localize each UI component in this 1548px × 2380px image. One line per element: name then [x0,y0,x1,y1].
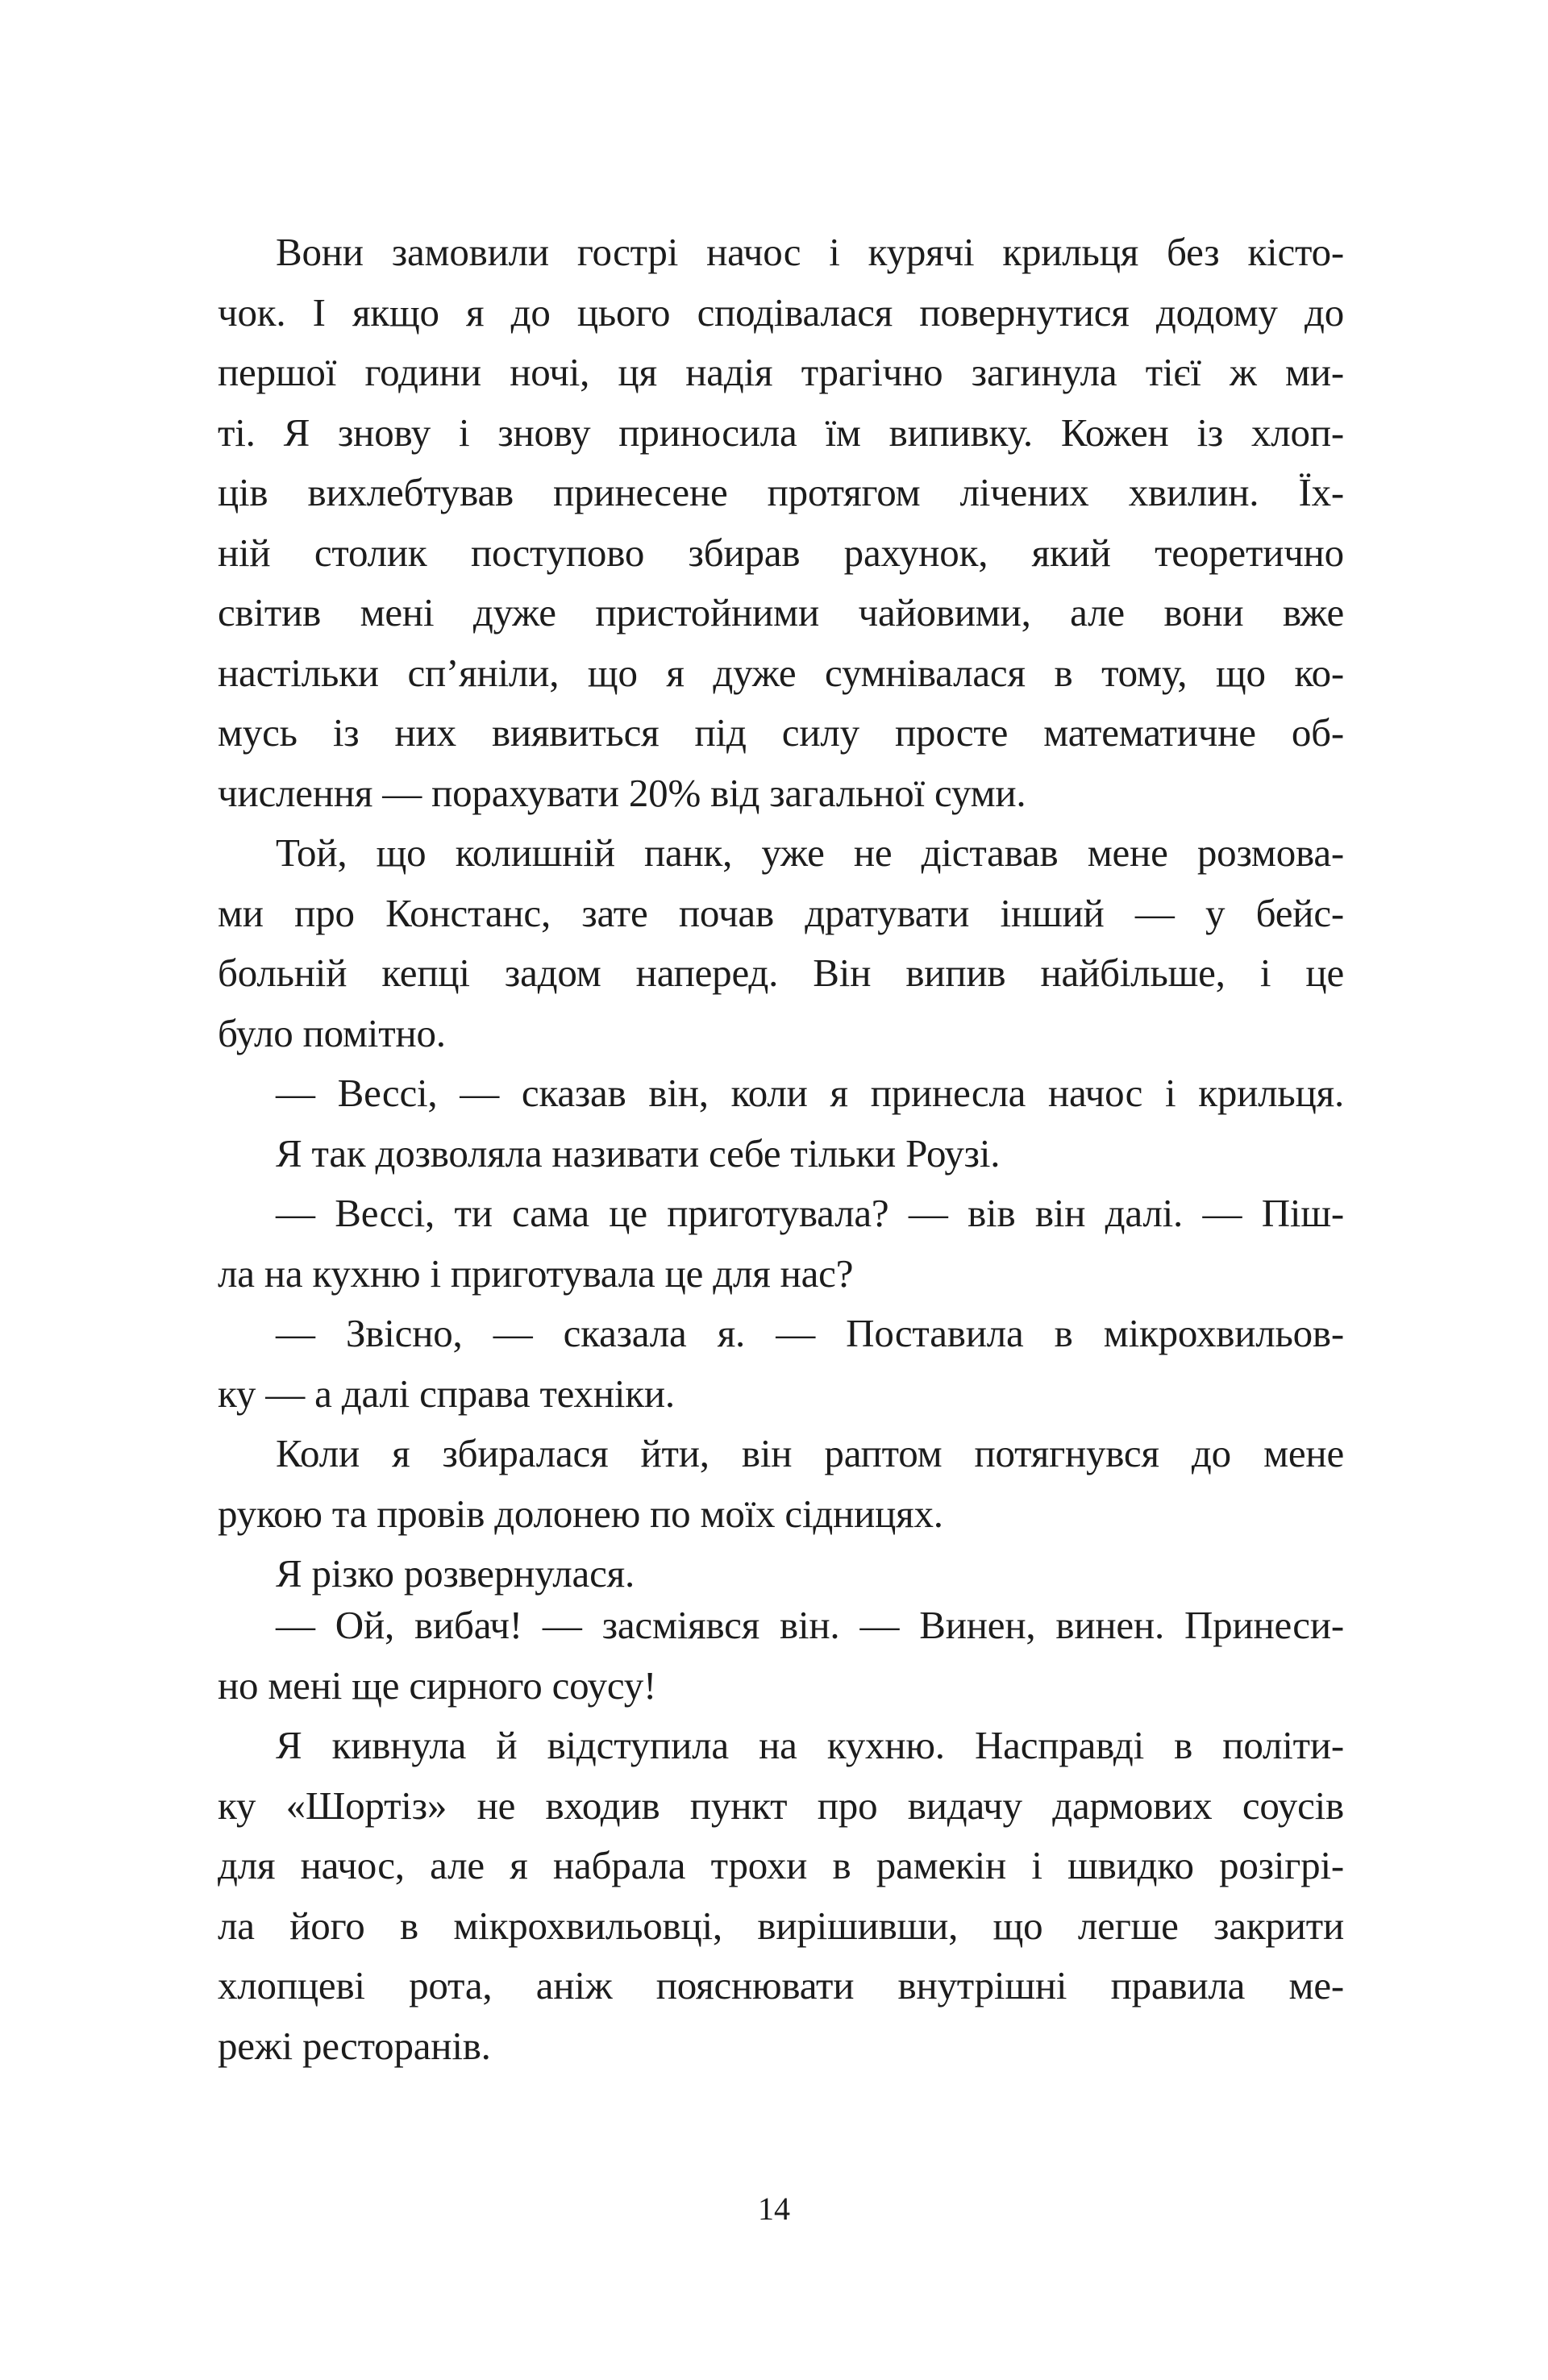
text-line: числення — порахувати 20% від загальної суми. [218,770,1026,815]
text-line: но мені ще сирного соусу! [218,1662,657,1708]
text-line: настільки сп’яніли, що я дуже сумнівалася в тому, що ко- [218,650,1344,695]
text-line: рукою та провів долонею по моїх сідницях. [218,1491,943,1536]
paragraph-first-line: Коли я збиралася йти, він раптом потягнувся до мене [276,1431,1344,1475]
paragraph-first-line: Я так дозволяла називати себе тільки Роузі. [276,1130,1001,1175]
body-text [218,223,1344,2076]
text-line: першої години ночі, ця надія трагічно загинула тієї ж ми- [218,350,1344,394]
text-line: ців вихлебтував принесене протягом лічених хвилин. Їх- [218,470,1344,514]
page-number: 14 [758,2191,790,2227]
paragraph-first-line: Я кивнула й відступила на кухню. Насправді в політи- [276,1723,1344,1767]
text-line: для начос, але я набрала трохи в рамекін і швидко розігрі- [218,1843,1344,1887]
text-line: ку «Шортіз» не входив пункт про видачу дармових соусів [218,1783,1344,1828]
text-line: ла його в мікрохвильовці, вирішивши, що легше закрити [218,1903,1344,1948]
text-line: режі ресторанів. [218,2023,491,2068]
text-line: ній столик поступово збирав рахунок, який теоретично [218,530,1344,575]
paragraph-first-line: Вони замовили гострі начос і курячі крильця без кісто- [276,230,1344,274]
text-line: ла на кухню і приготувала це для нас? [218,1250,854,1296]
text-line: ку — а далі справа техніки. [218,1371,675,1416]
text-line: чок. І якщо я до цього сподівалася повернутися додому до [218,289,1344,335]
text-line: мусь із них виявиться під силу просте математичне об- [218,710,1344,755]
text-line: було помітно. [218,1010,446,1055]
text-line: ми про Констанс, зате почав дратувати інший — у бейс- [218,890,1344,935]
paragraph-first-line: — Вессі, ти сама це приготувала? — вів він далі. — Піш- [276,1191,1344,1235]
paragraph-first-line: Я різко розвернулася. [276,1551,635,1596]
paragraph-first-line: — Ой, вибач! — засміявся він. — Винен, винен. Принеси- [276,1603,1344,1647]
paragraph-first-line: — Вессі, — сказав він, коли я принесла начос і крильця. [276,1071,1344,1115]
paragraph-first-line: — Звісно, — сказала я. — Поставила в мікрохвильов- [276,1311,1344,1355]
text-line: світив мені дуже пристойними чайовими, але вони вже [218,590,1344,635]
text-line: ті. Я знову і знову приносила їм випивку. Кожен із хлоп- [218,410,1344,455]
text-line: больній кепці задом наперед. Він випив найбільше, і це [218,951,1344,995]
text-line: хлопцеві рота, аніж пояснювати внутрішні правила ме- [218,1963,1344,2008]
paragraph-first-line: Той, що колишній панк, уже не діставав мене розмова- [276,830,1344,875]
